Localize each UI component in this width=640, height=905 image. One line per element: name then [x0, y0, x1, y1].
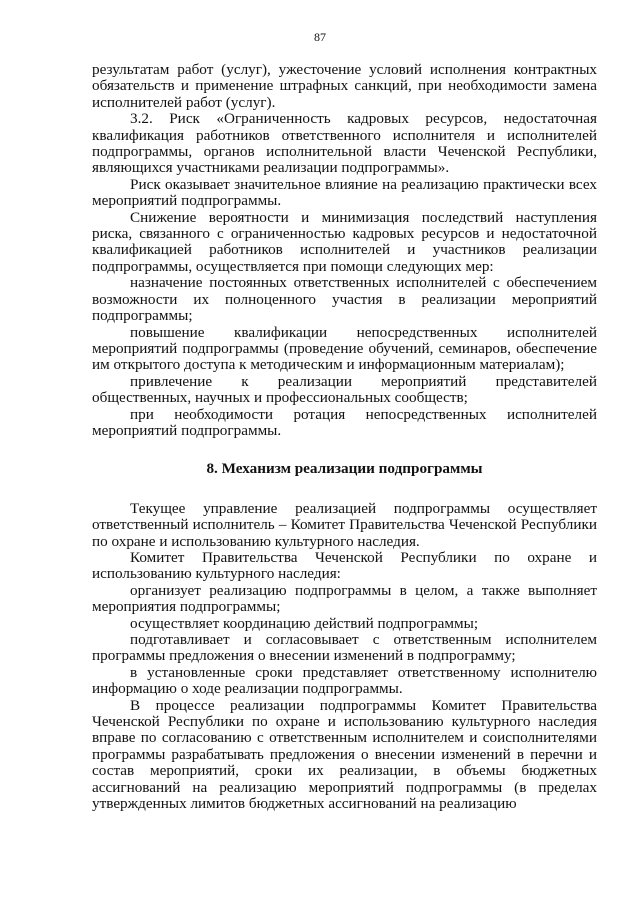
list-item: подготавливает и согласовывает с ответственным исполнителем программы предложения о внесении изменений в подпрограмму;	[92, 631, 597, 665]
page-number: 87	[314, 30, 326, 44]
list-item: привлечение к реализации мероприятий представителей общественных, научных и профессиональных сообществ;	[92, 372, 597, 407]
document-body	[92, 62, 597, 812]
list-item: при необходимости ротация непосредственных исполнителей мероприятий подпрограммы.	[92, 405, 597, 439]
paragraph: результатам работ (услуг), ужесточение условий исполнения контрактных обязательств и применение штрафных санкций, при необходимости замена исполнителей работ (услуг).	[92, 61, 597, 111]
section-heading: 8. Механизм реализации подпрограммы	[206, 460, 483, 478]
list-item: назначение постоянных ответственных исполнителей с обеспечением возможности их полноценного участия в реализации мероприятий подпрограммы;	[92, 274, 597, 325]
list-item: в установленные сроки представляет ответственному исполнителю информацию о ходе реализации подпрограммы.	[92, 663, 597, 698]
paragraph: Текущее управление реализацией подпрограммы осуществляет ответственный исполнитель – Комитет Правительства Чеченской Республики по охране и использованию культурного наследия.	[92, 499, 597, 550]
list-item: организует реализацию подпрограммы в целом, а также выполняет мероприятия подпрограммы;	[92, 581, 597, 616]
paragraph: Комитет Правительства Чеченской Республики по охране и использованию культурного наследия:	[92, 548, 597, 583]
list-item: повышение квалификации непосредственных исполнителей мероприятий подпрограммы (проведение обучений, семинаров, обеспечение им открытого доступа к методическим и информационным материалам);	[92, 323, 597, 374]
paragraph: Риск оказывает значительное влияние на реализацию практически всех мероприятий подпрограммы.	[92, 175, 597, 210]
paragraph: 3.2. Риск «Ограниченность кадровых ресурсов, недостаточная квалификация работников ответственного исполнителя и исполнителей подпрограммы, органов исполнительной власти Чеченской Республики, являющихся участниками реализации подпрограммы».	[92, 110, 597, 177]
list-item: осуществляет координацию действий подпрограммы;	[130, 614, 479, 632]
paragraph: Снижение вероятности и минимизация последствий наступления риска, связанного с ограниченностью кадровых ресурсов и недостаточной квалификацией работников исполнителей и участников реализации подпрограммы, осуществляется при помощи следующих мер:	[92, 208, 597, 275]
paragraph: В процессе реализации подпрограммы Комитет Правительства Чеченской Республики по охране и использованию культурного наследия вправе по согласованию с ответственным исполнителем и соисполнителями программы разрабатывать предложения о внесении изменений в перечни и состав мероприятий, сроки их реализации, в объемы бюджетных ассигнований на реализацию мероприятий подпрограммы (в пределах утвержденных лимитов бюджетных ассигнований на реализацию	[92, 696, 597, 813]
